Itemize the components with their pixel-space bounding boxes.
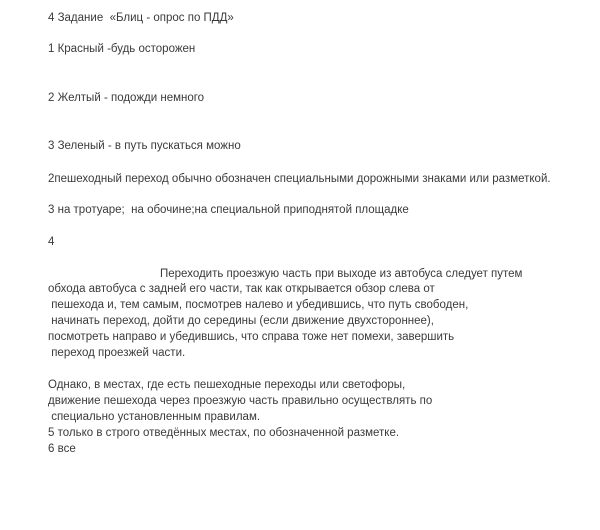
paragraph-bus-line-4: начинать переход, дойти до середины (если движение двухстороннее), [48,315,434,327]
answer-sidewalk: 3 на тротуаре; на обочине;на специальной приподнятой площадке [48,204,409,216]
answer-1-red: 1 Красный -будь осторожен [48,43,196,55]
paragraph-bus-line-6: переход проезжей части. [48,347,186,359]
paragraph-bus-line-1: Переходить проезжую часть при выходе из автобуса следует путем [160,268,523,280]
paragraph-bus-line-5: посмотреть направо и убедившись, что справа тоже нет помехи, завершить [48,331,455,343]
paragraph-crossings-line-2: движение пешехода через проезжую часть правильно осуществлять по [48,395,433,407]
answer-2-yellow: 2 Желтый - подожди немного [48,92,205,104]
paragraph-crossings-line-1: Однако, в местах, где есть пешеходные переходы или светофоры, [48,379,406,391]
answer-3-green: 3 Зеленый - в путь пускаться можно [48,140,241,152]
answer-crosswalk: 2пешеходный переход обычно обозначен специальными дорожными знаками или разметкой. [48,173,551,185]
assignment-title: 4 Задание «Блиц - опрос по ПДД» [48,12,234,24]
answer-5: 5 только в строго отведённых местах, по обозначенной разметке. [48,427,400,439]
paragraph-bus-line-3: пешехода и, тем самым, посмотрев налево и убедившись, что путь свободен, [48,299,469,311]
answer-6: 6 все [48,443,76,455]
paragraph-crossings-line-3: специально установленным правилам. [48,411,261,423]
paragraph-bus-line-2: обхода автобуса с задней его части, так как открывается обзор слева от [48,283,435,295]
answer-4-number: 4 [48,236,55,248]
